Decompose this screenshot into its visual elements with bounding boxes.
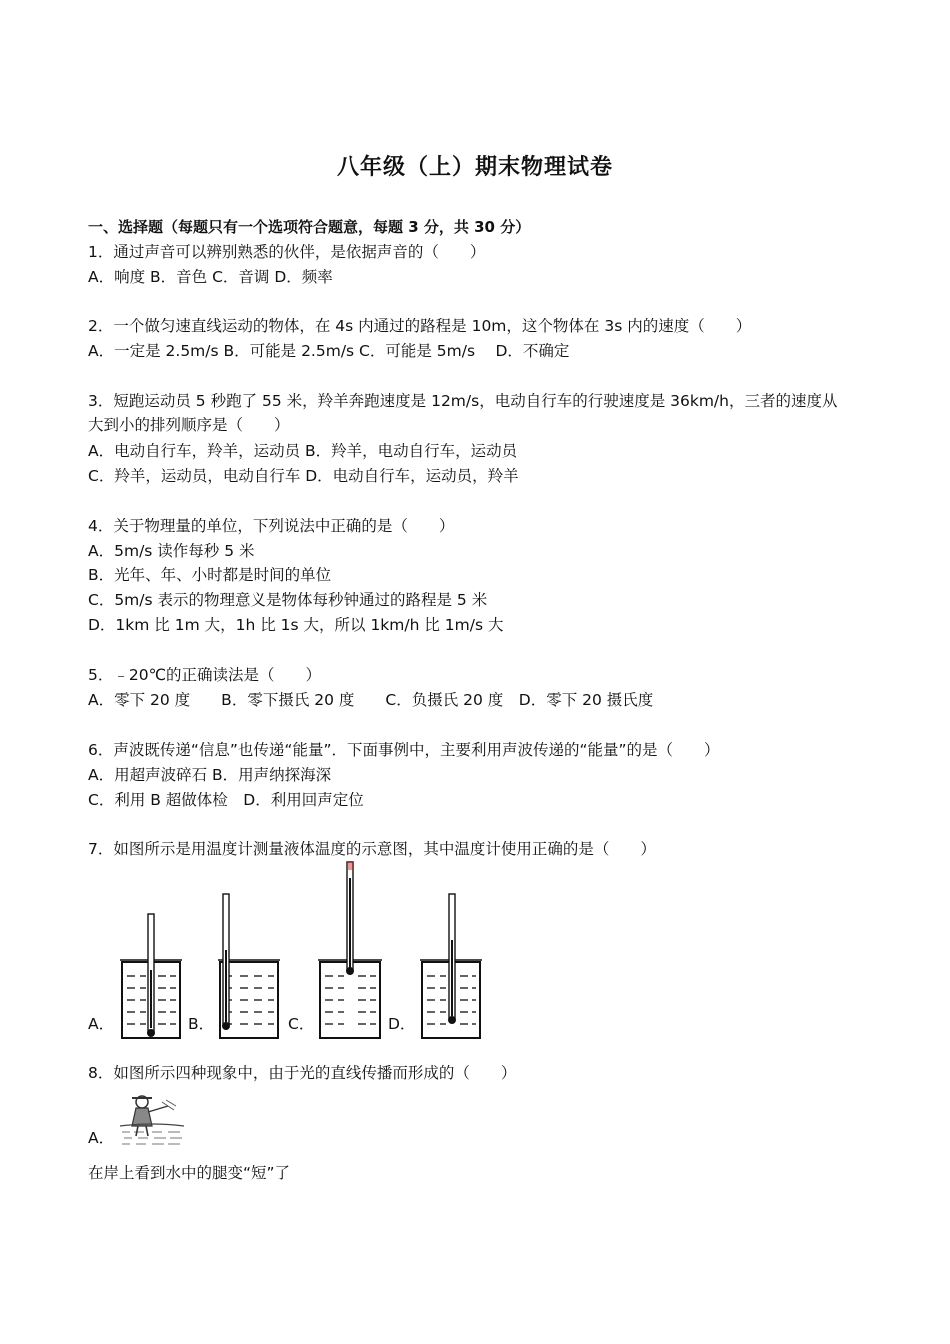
question-4-option-d: D．1km 比 1m 大，1h 比 1s 大，所以 1km/h 比 1m/s 大	[88, 616, 504, 634]
fig-label-a: A．	[88, 1015, 115, 1033]
question-4-stem: 4．关于物理量的单位，下列说法中正确的是（ ）	[88, 517, 455, 535]
beaker-thermometer-a	[118, 910, 184, 1040]
fig8-label-a: A．	[88, 1129, 115, 1147]
fig-label-d: D．	[388, 1015, 416, 1033]
question-8-stem: 8．如图所示四种现象中，由于光的直线传播而形成的（ ）	[88, 1064, 517, 1082]
question-1-options: A．响度 B．音色 C．音调 D．频率	[88, 268, 333, 286]
beaker-thermometer-c	[316, 858, 384, 1040]
question-5-options: A．零下 20 度 B．零下摄氏 20 度 C．负摄氏 20 度 D．零下 20 摄氏度	[88, 691, 654, 709]
question-1-stem: 1．通过声音可以辨别熟悉的伙伴，是依据声音的（ ）	[88, 243, 486, 261]
question-5-stem: 5．﹣20℃的正确读法是（ ）	[88, 666, 321, 684]
question-7-stem: 7．如图所示是用温度计测量液体温度的示意图，其中温度计使用正确的是（ ）	[88, 840, 656, 858]
thermometer-figures	[88, 858, 508, 1040]
fig-label-b: B．	[188, 1015, 215, 1033]
person-in-water-illustration	[118, 1092, 188, 1150]
section-heading: 一、选择题（每题只有一个选项符合题意，每题 3 分，共 30 分）	[88, 218, 531, 236]
beaker-thermometer-d	[418, 890, 484, 1040]
question-6-options-cd: C．利用 B 超做体检 D．利用回声定位	[88, 791, 364, 809]
question-8-caption: 在岸上看到水中的腿变“短”了	[88, 1164, 291, 1182]
question-3-stem-cont: 大到小的排列顺序是（ ）	[88, 416, 290, 434]
page-title: 八年级（上）期末物理试卷	[336, 155, 613, 180]
question-3-options-cd: C．羚羊，运动员，电动自行车 D．电动自行车，运动员，羚羊	[88, 467, 519, 485]
question-4-option-b: B．光年、年、小时都是时间的单位	[88, 566, 332, 584]
question-2-stem: 2．一个做匀速直线运动的物体，在 4s 内通过的路程是 10m，这个物体在 3s 内的速度（ ）	[88, 317, 752, 335]
question-4-option-c: C．5m/s 表示的物理意义是物体每秒钟通过的路程是 5 米	[88, 591, 488, 609]
beaker-thermometer-b	[216, 890, 282, 1040]
question-3-stem: 3．短跑运动员 5 秒跑了 55 米，羚羊奔跑速度是 12m/s，电动自行车的行驶速度是 36km/h，三者的速度从	[88, 392, 838, 410]
question-4-option-a: A．5m/s 读作每秒 5 米	[88, 542, 255, 560]
question-3-options-ab: A．电动自行车，羚羊，运动员 B．羚羊，电动自行车，运动员	[88, 442, 518, 460]
fig-label-c: C．	[288, 1015, 315, 1033]
light-phenomenon-figure	[88, 1092, 208, 1156]
question-6-stem: 6．声波既传递“信息”也传递“能量”．下面事例中，主要利用声波传递的“能量”的是（ ）	[88, 741, 720, 759]
question-6-options-ab: A．用超声波碎石 B．用声纳探海深	[88, 766, 332, 784]
question-2-options: A．一定是 2.5m/s B．可能是 2.5m/s C．可能是 5m/s D．不确定	[88, 342, 570, 360]
